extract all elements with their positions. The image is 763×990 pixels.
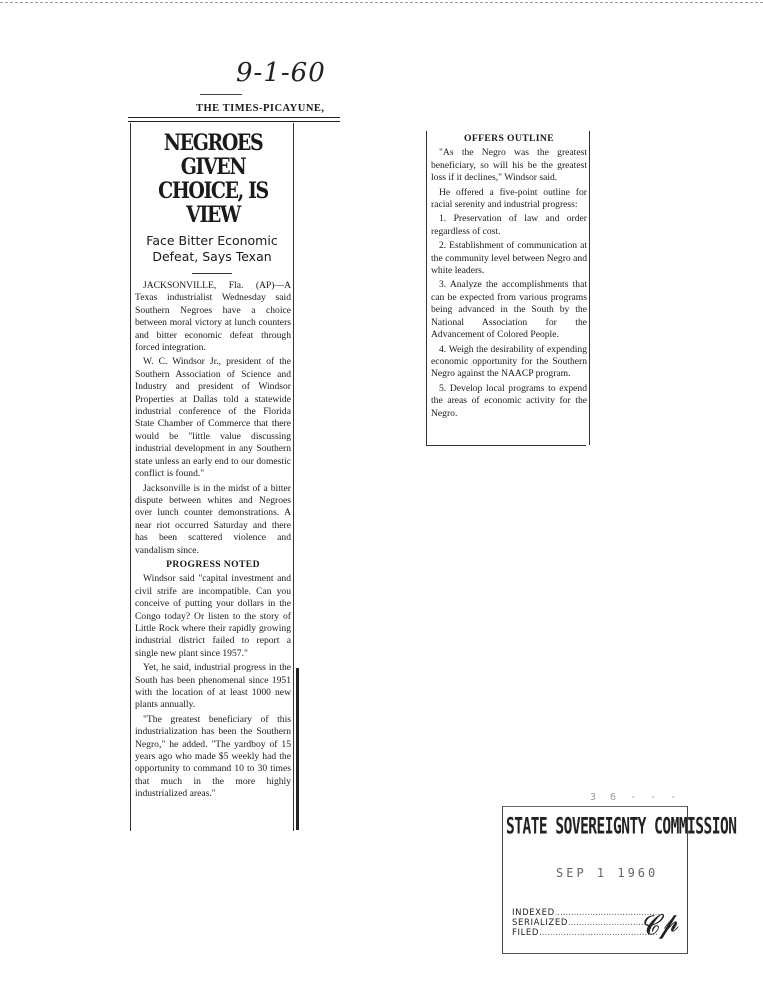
paragraph: Windsor said "capital investment and civil strife are incompatible. Can you conceive of putting your dollars in the Congo today? Or listen to the story of Little Rock where their rapidly growing industrial district failed to report a single new plant since 1957." (135, 573, 291, 659)
handwritten-date: 9-1-60 (236, 58, 326, 88)
article-body-part-2 (431, 133, 587, 420)
paragraph: W. C. Windsor Jr., president of the Southern Association of Science and Industry and president of Windsor Properties at Dallas told a statewide industrial conference of the Florida State Chamber of Commerce that there would be "little value discussing industrial development in any Southern state unless an early end to our domestic conflict is found." (135, 356, 291, 480)
scan-edge (0, 2, 763, 3)
subhead-progress-noted: PROGRESS NOTED (166, 558, 260, 570)
headline-line-1: NEGROES GIVEN (163, 130, 263, 180)
paragraph: Jacksonville is in the midst of a bitter dispute between whites and Negroes over lunch counter demonstrations. A near riot occurred Saturday and there has been scattered violence and vandalism since. (135, 482, 291, 556)
newspaper-name: THE TIMES-PICAYUNE, (196, 103, 325, 114)
list-item: 5. Develop local programs to expend the areas of economic activity for the Negro. (431, 382, 587, 419)
article-column-left (130, 123, 294, 831)
list-item: 4. Weigh the desirability of expending economic opportunity for the Southern Negro against the NAACP program. (431, 343, 587, 380)
article-column-right (426, 131, 590, 445)
stamp-filed: FILED............................................ (512, 928, 658, 938)
stamp-filed-label: FILED (512, 928, 540, 938)
list-item: 2. Establishment of communication at the community level between Negro and white leaders. (431, 240, 587, 277)
paragraph: He offered a five-point outline for racial serenity and industrial progress: (431, 186, 587, 211)
paragraph: "As the Negro was the greatest beneficiary, so will his be the greatest loss if it declines," Windsor said. (431, 147, 587, 184)
subhead-offers-outline: OFFERS OUTLINE (463, 133, 555, 144)
column-bottom-rule (426, 445, 586, 446)
stamp-title: STATE SOVEREIGNTY COMMISSION (506, 815, 737, 840)
stamp-faint-mark: 3 6 - - - (590, 792, 681, 803)
masthead-rule (128, 117, 340, 122)
handwritten-initials: 𝓒𝓹 (638, 907, 680, 943)
date-underline (200, 94, 242, 95)
headline-line-2: CHOICE, IS VIEW (158, 178, 268, 228)
column-edge-shadow (296, 668, 299, 830)
stamp-indexed-label: INDEXED (512, 908, 555, 918)
paragraph: JACKSONVILLE, Fla. (AP)—A Texas industrialist Wednesday said Southern Negroes have a choice between moral victory at lunch counters and bitter economic defeat through forced integration. (135, 280, 291, 354)
stamp-indexed: INDEXED........................................ (512, 908, 663, 918)
article-body-part-1 (135, 280, 291, 801)
stamp-date: SEP 1 1960 (556, 866, 659, 880)
headline (135, 131, 292, 227)
deck-rule (192, 273, 232, 274)
stamp-serialized-label: SERIALIZED (512, 918, 568, 928)
paragraph: Yet, he said, industrial progress in the South has been phenomenal since 1951 with the location of at least 1000 new plants annually. (135, 662, 291, 711)
deck-subtitle: Face Bitter Economic Defeat, Says Texan (146, 233, 278, 264)
list-item: 3. Analyze the accomplishments that can be expected from various programs being advanced in the South by the National Association for the Advancement of Colored People. (431, 279, 587, 341)
stamp-serialized: SERIALIZED................................ (512, 918, 655, 928)
paragraph: "The greatest beneficiary of this industrialization has been the Southern Negro," he added. "The yardboy of 15 years ago who made $5 weekly had the opportunity to command 10 to 30 times that much in the more highly industrialized areas." (135, 713, 291, 800)
list-item: 1. Preservation of law and order regardless of cost. (431, 213, 587, 237)
